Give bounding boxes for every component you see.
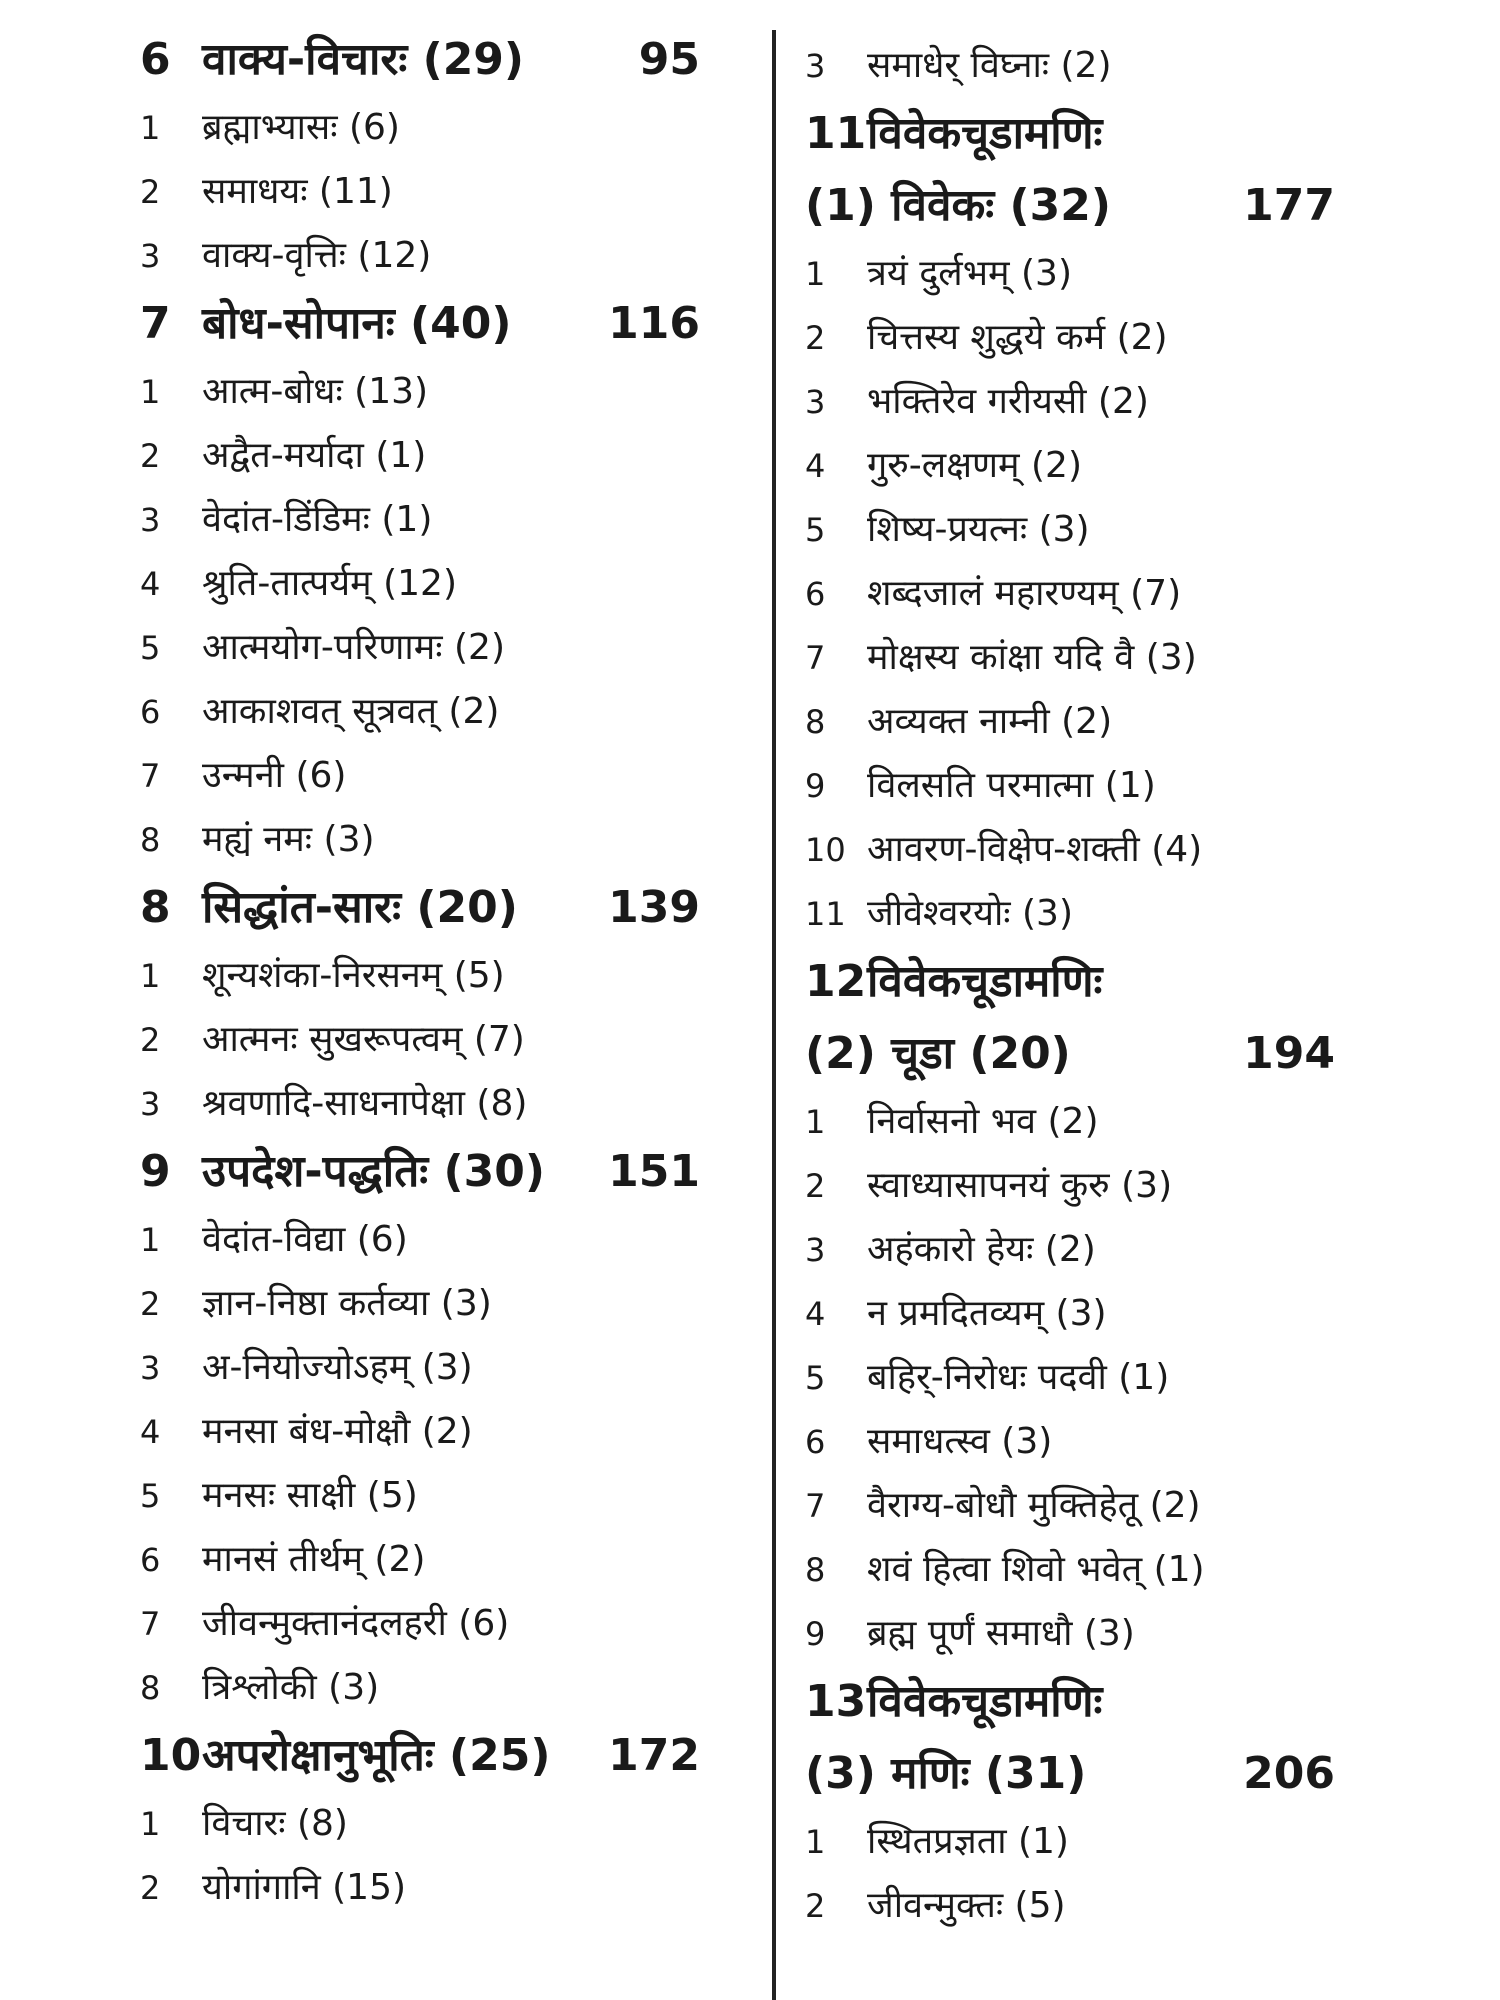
toc-item-number: 2 [805, 319, 826, 357]
toc-item [140, 1008, 740, 1072]
toc-item-title: न प्रमदितव्यम् (3) [867, 1293, 1107, 1334]
toc-item-number: 5 [140, 629, 161, 667]
toc-item-title: वैराग्य-बोधौ मुक्तिहेतू (2) [867, 1485, 1201, 1526]
toc-item-title: निर्वासनो भव (2) [867, 1101, 1099, 1142]
chapter-title: विवेकचूडामणिः [867, 1676, 1103, 1727]
chapter-number: 7 [140, 298, 171, 349]
toc-item-number: 3 [805, 47, 826, 85]
toc-item-number: 3 [805, 383, 826, 421]
toc-item [140, 1528, 740, 1592]
toc-item-number: 9 [805, 1615, 826, 1653]
toc-item-title: गुरु-लक्षणम् (2) [867, 445, 1082, 486]
toc-item [140, 1656, 740, 1720]
toc-item [140, 944, 740, 1008]
toc-item [805, 1090, 1405, 1154]
toc-item-number: 4 [805, 447, 826, 485]
toc-item-number: 3 [805, 1231, 826, 1269]
toc-item-title: त्रिश्लोकी (3) [202, 1667, 380, 1708]
toc-item-title: जीवन्मुक्तानंदलहरी (6) [202, 1603, 510, 1644]
toc-item [140, 360, 740, 424]
toc-item-number: 7 [805, 639, 826, 677]
toc-item-number: 6 [140, 1541, 161, 1579]
toc-item-number: 4 [805, 1295, 826, 1333]
toc-item-title: अव्यक्त नाम्नी (2) [867, 701, 1113, 742]
toc-item-number: 6 [805, 1423, 826, 1461]
toc-item [140, 552, 740, 616]
toc-item-title: वेदांत-विद्या (6) [202, 1219, 408, 1260]
toc-item-title: शून्यशंका-निरसनम् (5) [202, 955, 505, 996]
toc-item [805, 34, 1405, 98]
toc-item-number: 5 [140, 1477, 161, 1515]
toc-item-number: 8 [805, 703, 826, 741]
toc-item-title: वाक्य-वृत्तिः (12) [202, 235, 432, 276]
chapter-title: विवेकचूडामणिः [867, 956, 1103, 1007]
toc-item [140, 744, 740, 808]
toc-item [805, 370, 1405, 434]
toc-item-number: 1 [140, 1221, 161, 1259]
toc-item-title: श्रवणादि-साधनापेक्षा (8) [202, 1083, 528, 1124]
toc-item-number: 1 [140, 1805, 161, 1843]
toc-item [805, 818, 1405, 882]
chapter-subtitle-line [805, 1018, 1405, 1090]
toc-item [805, 1874, 1405, 1938]
chapter-number: 8 [140, 882, 171, 933]
chapter-page-number: 151 [608, 1146, 700, 1197]
toc-item [805, 690, 1405, 754]
toc-item-number: 7 [140, 1605, 161, 1643]
toc-item [805, 882, 1405, 946]
toc-item [805, 242, 1405, 306]
toc-item-title: शब्दजालं महारण्यम् (7) [867, 573, 1182, 614]
toc-item [140, 616, 740, 680]
toc-item [805, 1282, 1405, 1346]
toc-item-number: 1 [140, 957, 161, 995]
toc-item [140, 1336, 740, 1400]
toc-item [805, 306, 1405, 370]
toc-item-number: 2 [140, 1285, 161, 1323]
toc-item [140, 424, 740, 488]
chapter-heading [140, 872, 740, 944]
column-divider [772, 30, 776, 2000]
toc-item-title: उन्मनी (6) [202, 755, 347, 796]
toc-item [140, 224, 740, 288]
toc-item-title: ब्रह्म पूर्णं समाधौ (3) [867, 1613, 1135, 1654]
toc-item-number: 2 [140, 1021, 161, 1059]
toc-item-number: 8 [140, 1669, 161, 1707]
toc-item [805, 1810, 1405, 1874]
toc-item [805, 1218, 1405, 1282]
chapter-subtitle: (3) मणिः (31) [805, 1748, 1087, 1799]
chapter-heading [140, 24, 740, 96]
toc-item-title: आत्मयोग-परिणामः (2) [202, 627, 505, 668]
toc-item-title: ब्रह्माभ्यासः (6) [202, 107, 400, 148]
toc-item [140, 488, 740, 552]
toc-item-number: 10 [805, 831, 846, 869]
chapter-number: 9 [140, 1146, 171, 1197]
toc-item [805, 1538, 1405, 1602]
toc-item-number: 3 [140, 1085, 161, 1123]
chapter-number: 12 [805, 956, 867, 1007]
chapter-subtitle-line [805, 170, 1405, 242]
chapter-heading [805, 98, 1405, 170]
toc-item-title: मोक्षस्य कांक्षा यदि वै (3) [867, 637, 1197, 678]
toc-item-title: ज्ञान-निष्ठा कर्तव्या (3) [202, 1283, 492, 1324]
toc-item-title: भक्तिरेव गरीयसी (2) [867, 381, 1149, 422]
toc-item-title: स्वाध्यासापनयं कुरु (3) [867, 1165, 1173, 1206]
toc-item-number: 2 [805, 1887, 826, 1925]
toc-item-number: 8 [805, 1551, 826, 1589]
toc-item-number: 2 [140, 1869, 161, 1907]
chapter-page-number: 172 [608, 1730, 700, 1781]
toc-item-title: विचारः (8) [202, 1803, 348, 1844]
toc-item [140, 1792, 740, 1856]
toc-item [805, 1154, 1405, 1218]
toc-item [805, 626, 1405, 690]
toc-item-number: 6 [805, 575, 826, 613]
toc-item [140, 1464, 740, 1528]
toc-item-number: 11 [805, 895, 846, 933]
toc-item-number: 7 [805, 1487, 826, 1525]
chapter-page-number: 139 [608, 882, 700, 933]
toc-item-number: 4 [140, 1413, 161, 1451]
toc-item-number: 2 [805, 1167, 826, 1205]
toc-item-number: 6 [140, 693, 161, 731]
toc-item-title: अ-नियोज्योऽहम् (3) [202, 1347, 473, 1388]
toc-item-number: 3 [140, 501, 161, 539]
toc-item-number: 2 [140, 437, 161, 475]
chapter-number: 11 [805, 108, 867, 159]
toc-item-title: आवरण-विक्षेप-शक्ती (4) [867, 829, 1203, 870]
toc-item [140, 680, 740, 744]
toc-item [805, 1346, 1405, 1410]
toc-item-title: मनसः साक्षी (5) [202, 1475, 418, 1516]
toc-item-title: जीवन्मुक्तः (5) [867, 1885, 1066, 1926]
toc-item-title: आत्म-बोधः (13) [202, 371, 429, 412]
toc-item-number: 1 [140, 109, 161, 147]
toc-item-number: 8 [140, 821, 161, 859]
toc-right-column [805, 0, 1405, 1938]
chapter-page-number: 177 [1243, 180, 1335, 231]
chapter-title: विवेकचूडामणिः [867, 108, 1103, 159]
toc-item-title: चित्तस्य शुद्धये कर्म (2) [867, 317, 1168, 358]
toc-item-number: 5 [805, 1359, 826, 1397]
toc-item [805, 1602, 1405, 1666]
toc-item-title: आत्मनः सुखरूपत्वम् (7) [202, 1019, 525, 1060]
toc-item-title: मह्यं नमः (3) [202, 819, 375, 860]
chapter-heading [140, 1720, 740, 1792]
toc-item-number: 2 [140, 173, 161, 211]
toc-item [140, 160, 740, 224]
toc-item-number: 4 [140, 565, 161, 603]
toc-left-column [140, 0, 740, 1920]
chapter-subtitle: (2) चूडा (20) [805, 1028, 1071, 1079]
toc-item [805, 1474, 1405, 1538]
chapter-page-number: 116 [608, 298, 700, 349]
toc-item-number: 9 [805, 767, 826, 805]
toc-item-title: अहंकारो हेयः (2) [867, 1229, 1096, 1270]
toc-item-title: स्थितप्रज्ञता (1) [867, 1821, 1069, 1862]
chapter-heading [805, 1666, 1405, 1738]
toc-item-title: आकाशवत् सूत्रवत् (2) [202, 691, 500, 732]
chapter-heading [805, 946, 1405, 1018]
toc-item-title: शवं हित्वा शिवो भवेत् (1) [867, 1549, 1205, 1590]
toc-item-title: समाधत्स्व (3) [867, 1421, 1053, 1462]
toc-item [140, 808, 740, 872]
toc-item [140, 1856, 740, 1920]
toc-item [140, 1272, 740, 1336]
toc-item-title: शिष्य-प्रयत्नः (3) [867, 509, 1090, 550]
toc-item [140, 1072, 740, 1136]
toc-item [140, 96, 740, 160]
toc-item-number: 5 [805, 511, 826, 549]
toc-item-title: जीवेश्वरयोः (3) [867, 893, 1074, 934]
toc-item [805, 498, 1405, 562]
chapter-title: बोध-सोपानः (40) [202, 298, 512, 349]
chapter-page-number: 206 [1243, 1748, 1335, 1799]
toc-item-title: श्रुति-तात्पर्यम् (12) [202, 563, 458, 604]
chapter-number: 13 [805, 1676, 867, 1727]
toc-item-number: 1 [805, 1103, 826, 1141]
toc-item-title: मानसं तीर्थम् (2) [202, 1539, 426, 1580]
toc-item-title: योगांगानि (15) [202, 1867, 407, 1908]
toc-item [140, 1208, 740, 1272]
toc-item-title: समाधयः (11) [202, 171, 393, 212]
toc-item-title: बहिर्-निरोधः पदवी (1) [867, 1357, 1170, 1398]
chapter-title: वाक्य-विचारः (29) [202, 34, 525, 85]
toc-item-title: वेदांत-डिंडिमः (1) [202, 499, 433, 540]
toc-item [140, 1592, 740, 1656]
chapter-title: अपरोक्षानुभूतिः (25) [202, 1730, 551, 1781]
toc-item-title: विलसति परमात्मा (1) [867, 765, 1156, 806]
toc-item [805, 562, 1405, 626]
chapter-number: 10 [140, 1730, 202, 1781]
chapter-heading [140, 1136, 740, 1208]
toc-item-number: 3 [140, 237, 161, 275]
toc-item-title: समाधेर् विघ्नाः (2) [867, 45, 1112, 86]
chapter-page-number: 95 [638, 34, 700, 85]
chapter-heading [140, 288, 740, 360]
toc-item-number: 1 [805, 255, 826, 293]
chapter-subtitle-line [805, 1738, 1405, 1810]
toc-item [140, 1400, 740, 1464]
toc-item-number: 7 [140, 757, 161, 795]
toc-item [805, 434, 1405, 498]
toc-item-title: अद्वैत-मर्यादा (1) [202, 435, 427, 476]
chapter-title: उपदेश-पद्धतिः (30) [202, 1146, 545, 1197]
toc-item-number: 3 [140, 1349, 161, 1387]
toc-item-title: मनसा बंध-मोक्षौ (2) [202, 1411, 473, 1452]
chapter-subtitle: (1) विवेकः (32) [805, 180, 1111, 231]
toc-item-title: त्रयं दुर्लभम् (3) [867, 253, 1072, 294]
toc-item-number: 1 [805, 1823, 826, 1861]
chapter-page-number: 194 [1243, 1028, 1335, 1079]
toc-item [805, 1410, 1405, 1474]
toc-item-number: 1 [140, 373, 161, 411]
toc-item [805, 754, 1405, 818]
chapter-number: 6 [140, 34, 171, 85]
chapter-title: सिद्धांत-सारः (20) [202, 882, 518, 933]
